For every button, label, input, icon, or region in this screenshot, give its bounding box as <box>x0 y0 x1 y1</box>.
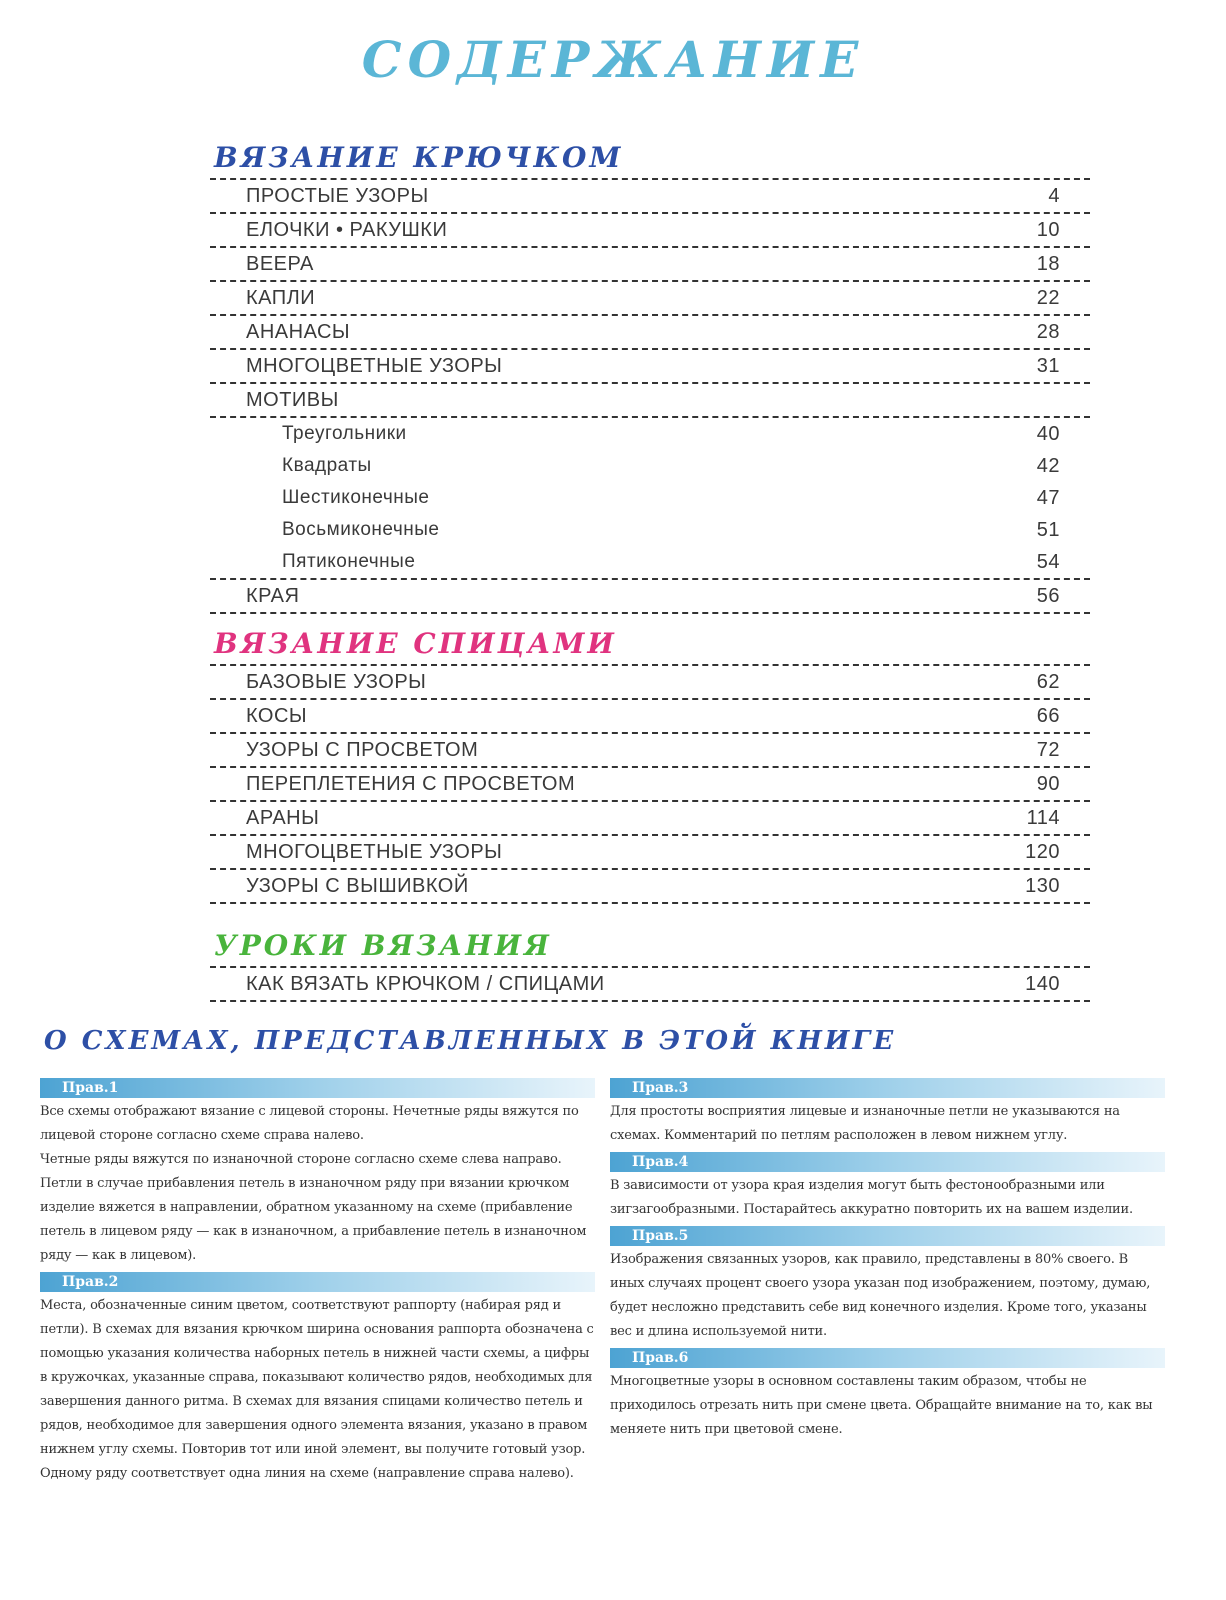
toc-row[interactable] <box>210 282 1090 316</box>
rule-text <box>610 1100 1165 1148</box>
toc-row[interactable] <box>210 450 1090 482</box>
rule-header: Прав.5 <box>610 1226 1165 1246</box>
rules-left-column <box>40 1078 595 1490</box>
toc-row-label: ЕЛОЧКИ • РАКУШКИ <box>246 219 448 241</box>
toc-row-page: 28 <box>1036 321 1060 343</box>
toc-row[interactable] <box>210 700 1090 734</box>
toc-row[interactable] <box>210 316 1090 350</box>
toc-row-page: 72 <box>1036 739 1060 761</box>
toc-row-label: ВЕЕРА <box>246 253 314 275</box>
rule-paragraph: В зависимости от узора края изделия могут быть фестонообразными или зигзагообразными. Постарайтесь аккуратно повторить их на вашем изделии. <box>610 1178 1133 1217</box>
toc-row[interactable] <box>210 768 1090 802</box>
rule-paragraph: Многоцветные узоры в основном составлены таким образом, чтобы не приходилось отрезать нить при смене цвета. Обращайте внимание на то, как вы меняете нить при цветовой смене. <box>610 1374 1153 1437</box>
toc-row-page: 140 <box>1025 973 1060 995</box>
toc-row-label: КРАЯ <box>246 585 300 607</box>
toc-row-page: 4 <box>1048 185 1060 207</box>
toc-row-label: АРАНЫ <box>246 807 320 829</box>
toc-row-page: 22 <box>1036 287 1060 309</box>
section-title-crochet: ВЯЗАНИЕ КРЮЧКОМ <box>214 141 624 174</box>
toc-row[interactable] <box>210 248 1090 282</box>
toc-row-label: ПРОСТЫЕ УЗОРЫ <box>246 185 429 207</box>
knitting-list <box>210 666 1090 904</box>
page-title: СОДЕРЖАНИЕ <box>361 30 865 89</box>
toc-row[interactable] <box>210 180 1090 214</box>
toc-row[interactable] <box>210 666 1090 700</box>
toc-row[interactable] <box>210 870 1090 904</box>
toc-row-page: 40 <box>1036 423 1060 445</box>
rule-text <box>610 1248 1165 1344</box>
toc-row-label: УЗОРЫ С ПРОСВЕТОМ <box>246 739 479 761</box>
rules-right-column <box>610 1078 1165 1446</box>
toc-row-label: МОТИВЫ <box>246 389 339 411</box>
toc-row-page: 66 <box>1036 705 1060 727</box>
rule-text <box>40 1294 595 1486</box>
toc-row-label: Квадраты <box>282 455 372 476</box>
toc-row[interactable] <box>210 350 1090 384</box>
toc-row[interactable] <box>210 418 1090 450</box>
rule-header: Прав.6 <box>610 1348 1165 1368</box>
section-title-lessons: УРОКИ ВЯЗАНИЯ <box>214 929 552 962</box>
toc-row[interactable] <box>210 384 1090 418</box>
toc-row-label: Пятиконечные <box>282 551 416 572</box>
rule-paragraph: Изображения связанных узоров, как правило, представлены в 80% своего. В иных случаях процент своего узора указан под изображением, поэтому, думаю, будет несложно представить себе вид конечного изделия. Кроме того, указаны вес и длина используемой нити. <box>610 1252 1151 1339</box>
toc-row-page: 18 <box>1036 253 1060 275</box>
toc-row-label: МНОГОЦВЕТНЫЕ УЗОРЫ <box>246 355 503 377</box>
toc-row-page: 54 <box>1036 551 1060 573</box>
toc-row[interactable] <box>210 514 1090 546</box>
toc-row-label: УЗОРЫ С ВЫШИВКОЙ <box>246 875 469 897</box>
toc-row-page: 120 <box>1025 841 1060 863</box>
toc-row[interactable] <box>210 546 1090 580</box>
rule-paragraph: Для простоты восприятия лицевые и изнаночные петли не указываются на схемах. Комментарий по петлям расположен в левом нижнем углу. <box>610 1104 1120 1143</box>
rule-header: Прав.1 <box>40 1078 595 1098</box>
toc-row-label: ПЕРЕПЛЕТЕНИЯ С ПРОСВЕТОМ <box>246 773 576 795</box>
toc-row-page: 51 <box>1036 519 1060 541</box>
toc-row[interactable] <box>210 802 1090 836</box>
toc-row-page: 130 <box>1025 875 1060 897</box>
rule-header: Прав.4 <box>610 1152 1165 1172</box>
toc-row-label: Шестиконечные <box>282 487 430 508</box>
schemes-title: О СХЕМАХ, ПРЕДСТАВЛЕННЫХ В ЭТОЙ КНИГЕ <box>44 1026 897 1056</box>
rule-paragraph: Петли в случае прибавления петель в изнаночном ряду при вязании крючком изделие вяжется в направлении, обратном указанному на схеме (прибавление петель в лицевом ряду — как в изнаночном, а прибавление петель в изнаночном ряду — как в лицевом). <box>40 1176 587 1263</box>
toc-row[interactable] <box>210 482 1090 514</box>
toc-row[interactable] <box>210 968 1090 1002</box>
rule-text <box>610 1370 1165 1442</box>
crochet-list <box>210 180 1090 418</box>
table-of-contents <box>210 138 1090 1002</box>
toc-row[interactable] <box>210 214 1090 248</box>
toc-row-label: Восьмиконечные <box>282 519 440 540</box>
toc-row-page: 42 <box>1036 455 1060 477</box>
toc-row-label: КОСЫ <box>246 705 308 727</box>
toc-row-page: 10 <box>1036 219 1060 241</box>
toc-row-label: БАЗОВЫЕ УЗОРЫ <box>246 671 427 693</box>
toc-row-label: КАК ВЯЗАТЬ КРЮЧКОМ / СПИЦАМИ <box>246 973 605 995</box>
lessons-list <box>210 968 1090 1002</box>
rule-paragraph: Места, обозначенные синим цветом, соответствуют раппорту (набирая ряд и петли). В схемах для вязания крючком ширина основания раппорта обозначена с помощью указания количества наборных петель в нижней части схемы, а цифры в кружочках, указанные справа, показывают количество рядов, необходимых для завершения данного ритма. В схемах для вязания спицами количество петель и рядов, необходимое для завершения одного элемента вязания, указано в правом нижнем углу схемы. Повторив тот или иной элемент, вы получите готовый узор. Одному ряду соответствует одна линия на схеме (направление справа налево). <box>40 1298 594 1481</box>
rule-header: Прав.2 <box>40 1272 595 1292</box>
toc-row-page: 56 <box>1036 585 1060 607</box>
rule-text <box>40 1100 595 1268</box>
toc-row-label: АНАНАСЫ <box>246 321 351 343</box>
toc-row-label: Треугольники <box>282 423 407 444</box>
section-title-knitting: ВЯЗАНИЕ СПИЦАМИ <box>214 627 617 660</box>
toc-row[interactable] <box>210 734 1090 768</box>
toc-row-label: КАПЛИ <box>246 287 316 309</box>
toc-row-page: 31 <box>1036 355 1060 377</box>
rule-paragraph: Четные ряды вяжутся по изнаночной стороне согласно схеме слева направо. <box>40 1152 562 1167</box>
toc-row[interactable] <box>210 836 1090 870</box>
toc-row-page: 47 <box>1036 487 1060 509</box>
rule-paragraph: Все схемы отображают вязание с лицевой стороны. Нечетные ряды вяжутся по лицевой стороне согласно схеме справа налево. <box>40 1104 579 1143</box>
toc-row-page: 90 <box>1036 773 1060 795</box>
toc-row-label: МНОГОЦВЕТНЫЕ УЗОРЫ <box>246 841 503 863</box>
rule-header: Прав.3 <box>610 1078 1165 1098</box>
rule-text <box>610 1174 1165 1222</box>
motifs-list <box>210 418 1090 580</box>
toc-row-page: 62 <box>1036 671 1060 693</box>
toc-row[interactable] <box>210 580 1090 614</box>
toc-row-page: 114 <box>1026 807 1060 829</box>
